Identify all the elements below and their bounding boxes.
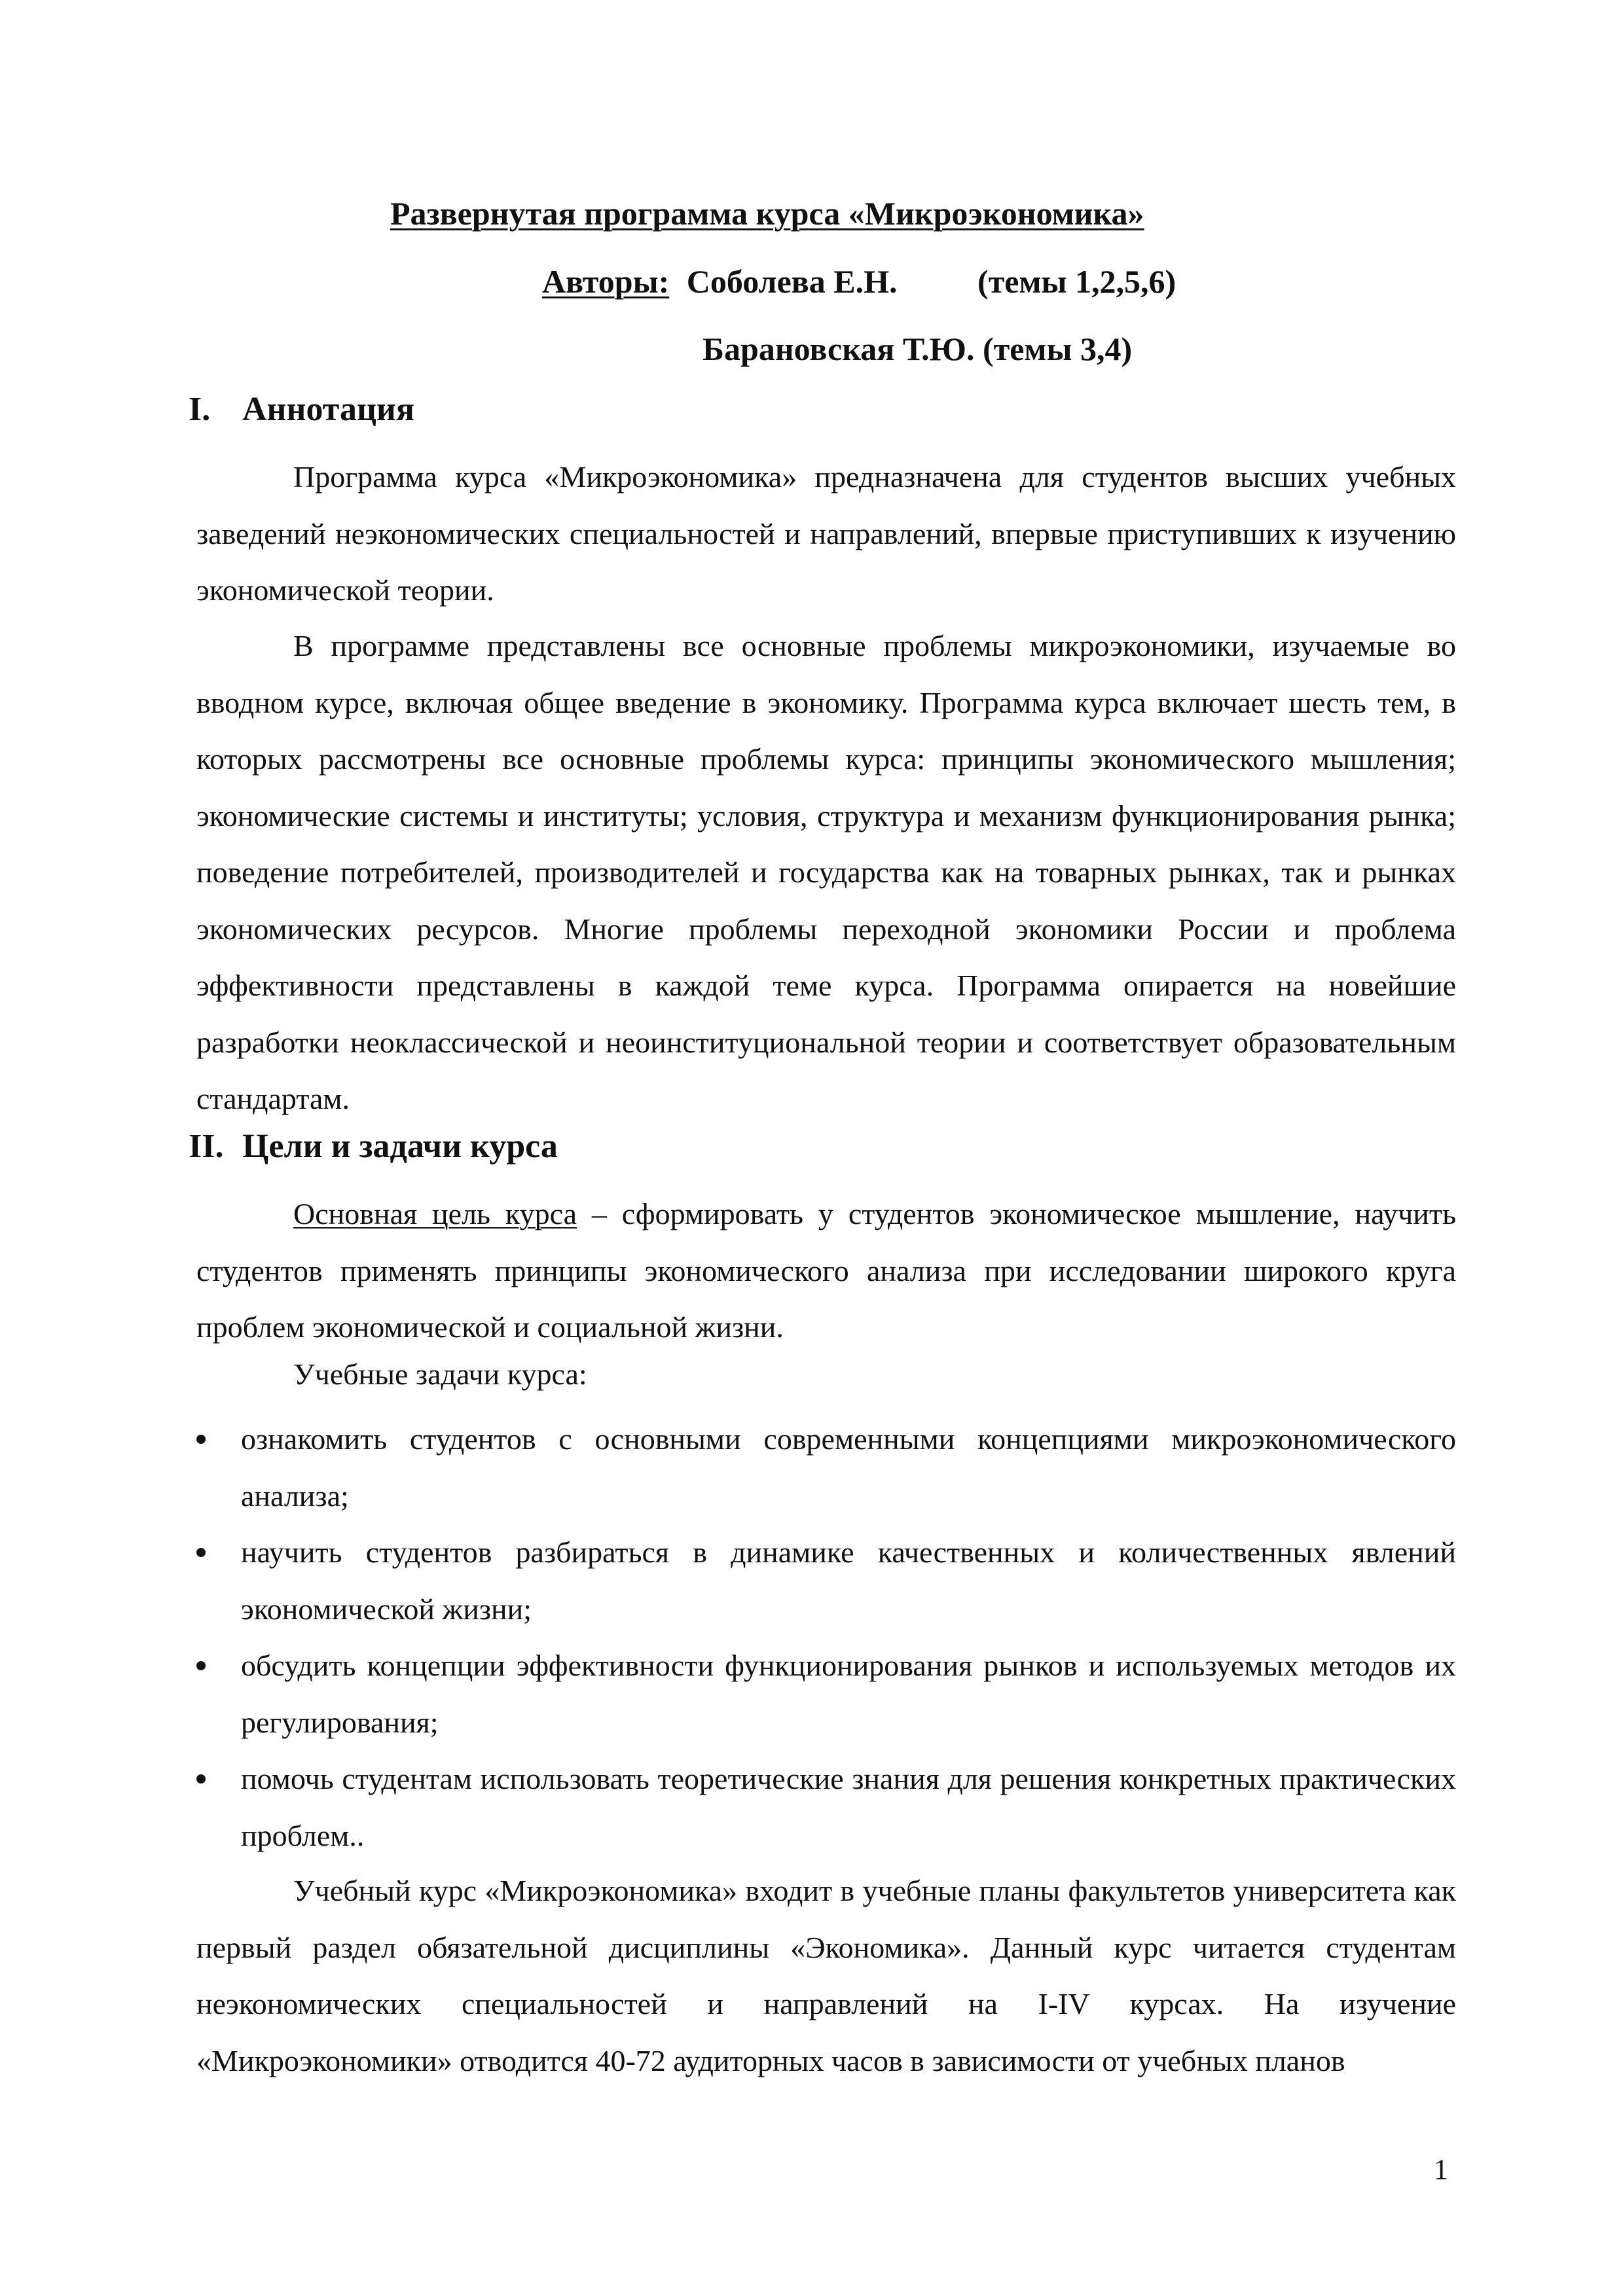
tasks-label: Учебные задачи курса: bbox=[293, 1357, 587, 1391]
task-text: научить студентов разбираться в динамике качественных и количественных явлений экономической жизни; bbox=[241, 1535, 1456, 1626]
task-text: помочь студентам использовать теоретические знания для решения конкретных практических проблем.. bbox=[241, 1762, 1456, 1852]
bullet-icon bbox=[196, 1435, 206, 1444]
list-item bbox=[196, 1524, 1456, 1638]
section-2-title: Цели и задачи курса bbox=[242, 1128, 558, 1165]
section-1-title: Аннотация bbox=[242, 391, 415, 428]
goal-text: – сформировать у студентов экономическое мышление, научить студентов применять принципы экономического анализа при исследовании широкого круга проблем экономической и социальной жизни. bbox=[196, 1197, 1456, 1344]
authors-line bbox=[542, 262, 1176, 301]
goal-label: Основная цель курса bbox=[293, 1197, 577, 1230]
section-1-number: I. bbox=[189, 391, 211, 428]
document-title: Развернутая программа курса «Микроэкономика» bbox=[390, 195, 1144, 232]
tasks-list bbox=[196, 1411, 1456, 1864]
course-info-paragraph: Учебный курс «Микроэкономика» входит в учебные планы факультетов университета как первый раздел обязательной дисциплины «Экономика». Данный курс читается студентам неэкономических специальностей и направлений на I-IV курсах. На изучение «Микроэкономики» отводится 40-72 аудиторных часов в зависимости от учебных планов bbox=[196, 1874, 1456, 2077]
task-text: обсудить концепции эффективности функционирования рынков и используемых методов их регулирования; bbox=[241, 1649, 1456, 1739]
bullet-icon bbox=[196, 1774, 206, 1784]
author-2-line: Барановская Т.Ю. (темы 3,4) bbox=[702, 331, 1133, 367]
section-1-heading bbox=[189, 390, 414, 429]
bullet-icon bbox=[196, 1548, 206, 1557]
bullet-icon bbox=[196, 1661, 206, 1670]
section-2-number: II. bbox=[189, 1128, 224, 1165]
goal-paragraph bbox=[196, 1186, 1456, 1356]
section-2-heading bbox=[189, 1127, 558, 1166]
page-number: 1 bbox=[1434, 2153, 1448, 2185]
author-1-name: Соболева Е.Н. bbox=[686, 263, 898, 300]
task-text: ознакомить студентов с основными современными концепциями микроэкономического анализа; bbox=[241, 1422, 1456, 1513]
list-item bbox=[196, 1751, 1456, 1864]
list-item bbox=[196, 1638, 1456, 1751]
author-1-topics: (темы 1,2,5,6) bbox=[977, 263, 1176, 300]
list-item bbox=[196, 1411, 1456, 1524]
annotation-paragraph-2: В программе представлены все основные проблемы микроэкономики, изучаемые во вводном курсе, включая общее введение в экономику. Программа курса включает шесть тем, в которых рассмотрены все основные проблемы курса: принципы экономического мышления; экономические системы и институты; условия, структура и механизм функционирования рынка; поведение потребителей, производителей и государства как на товарных рынках, так и рынках экономических ресурсов. Многие проблемы переходной экономики России и проблема эффективности представлены в каждой теме курса. Программа опирается на новейшие разработки неоклассической и неоинституциональной теории и соответствует образовательным стандартам. bbox=[196, 629, 1456, 1115]
annotation-paragraph-1: Программа курса «Микроэкономика» предназначена для студентов высших учебных заведений неэкономических специальностей и направлений, впервые приступивших к изучению экономической теории. bbox=[196, 460, 1456, 607]
authors-label: Авторы: bbox=[542, 263, 670, 300]
